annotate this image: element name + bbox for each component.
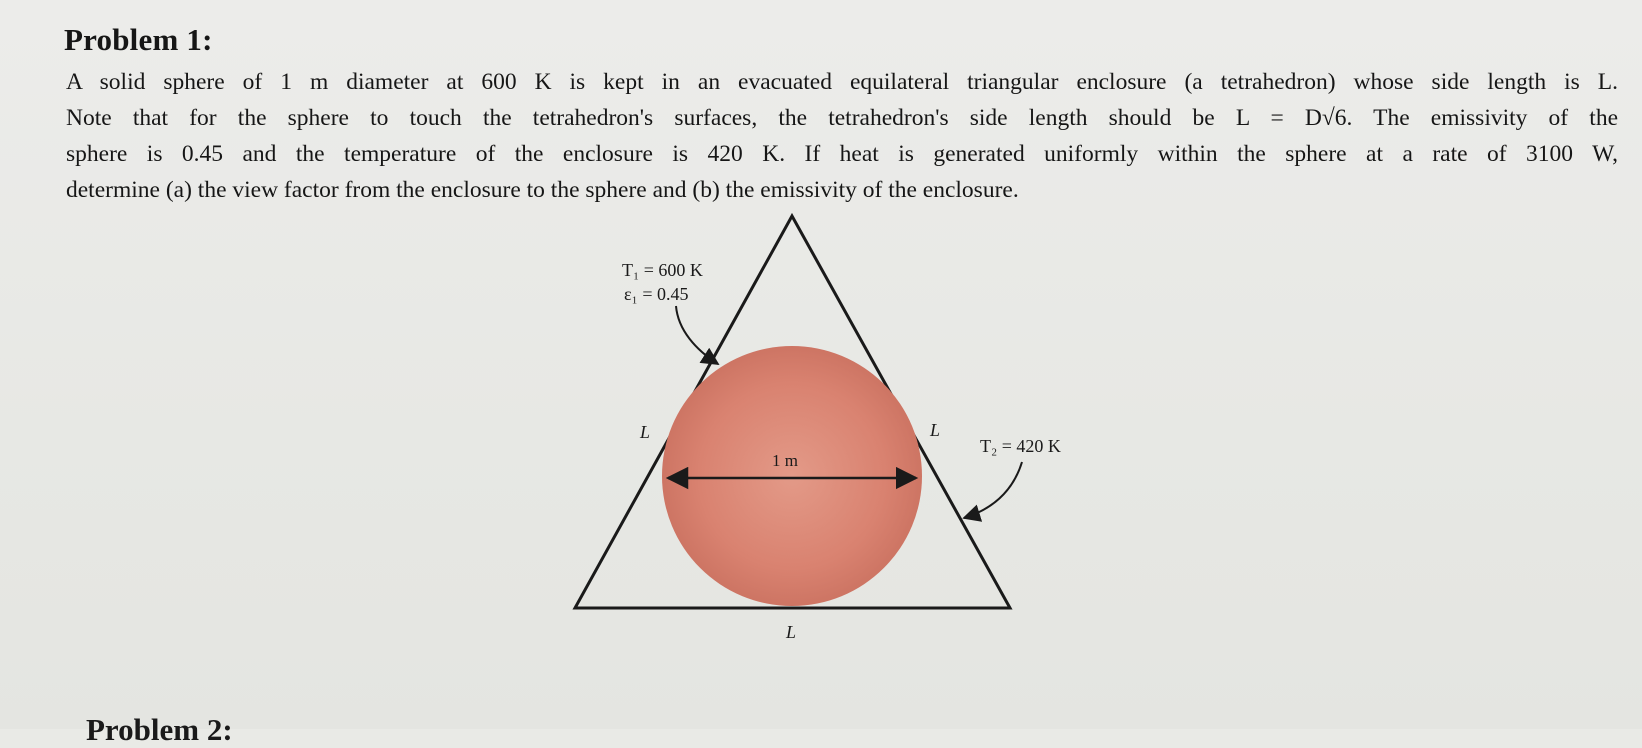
right-side-label: L [930, 420, 941, 440]
t2-label: T₂ = 420 K [980, 436, 1061, 456]
figure-svg [560, 212, 1160, 682]
problem-heading: Problem 1: [64, 22, 213, 57]
enclosure-leader-arrow [964, 462, 1022, 518]
bottom-side-label: L [786, 622, 797, 642]
next-problem-heading: Problem 2: [86, 712, 233, 747]
left-side-label: L [640, 422, 651, 442]
sphere-leader-arrow [676, 306, 718, 364]
e1-label: ε₁ = 0.45 [624, 284, 689, 304]
diameter-label: 1 m [772, 451, 798, 470]
sphere [662, 346, 922, 606]
enclosure-figure [560, 212, 1160, 682]
problem-statement [66, 64, 1618, 208]
statement-line-4: determine (a) the view factor from the enclosure to the sphere and (b) the emissivity of the enclosure. [66, 177, 1019, 203]
statement-line-3: sphere is 0.45 and the temperature of the enclosure is 420 K. If heat is generated uniformly within the sphere at a rate of 3100 W, [66, 141, 1618, 167]
statement-line-1: A solid sphere of 1 m diameter at 600 K is kept in an evacuated equilateral triangular enclosure (a tetrahedron) whose side length is L. [66, 69, 1618, 95]
t1-label: T₁ = 600 K [622, 260, 703, 280]
statement-line-2: Note that for the sphere to touch the tetrahedron's surfaces, the tetrahedron's side length should be L = D√6. The emissivity of the [66, 105, 1618, 131]
